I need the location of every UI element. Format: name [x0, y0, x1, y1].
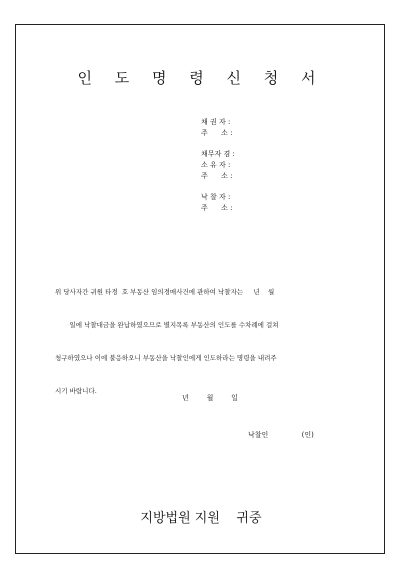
court-addressee: 지방법원 지원 귀중	[140, 511, 262, 526]
body-line: 시기 바랍니다.	[55, 387, 97, 395]
owner-row	[201, 160, 351, 171]
creditor-name-row	[201, 117, 351, 128]
purchaser-label: 낙 찰 자 :	[201, 193, 231, 201]
debtor-label: 채무자 겸 :	[201, 150, 235, 158]
creditor-address-row	[201, 128, 351, 139]
body-line: 위 당사자간 귀원 타경 호 부동산 임의경매사건에 관하여 낙찰자는 년 월	[55, 288, 275, 296]
purchaser-address-label: 주 소 :	[201, 204, 233, 212]
debtor-address-label: 주 소 :	[201, 172, 233, 180]
purchaser-row	[201, 192, 351, 203]
date-line: 년 월 일	[182, 394, 238, 402]
debtor-row	[201, 149, 351, 160]
body-line: 청구하였으나 이에 불응하오니 부동산을 낙찰인에게 인도하라는 명령을 내려주	[55, 354, 277, 362]
body-line: 일에 낙찰대금을 완납하였으므로 별지목록 부동산의 인도를 수차례에 걸쳐	[55, 321, 279, 329]
owner-label: 소 유 자 :	[201, 161, 231, 169]
parties-block	[201, 117, 351, 214]
creditor-address-label: 주 소 :	[201, 129, 233, 137]
purchaser-address-row	[201, 203, 351, 214]
applicant-line: 낙찰인 (인)	[248, 431, 314, 439]
debtor-address-row	[201, 171, 351, 182]
document-title: 인 도 명 령 신 청 서	[77, 69, 325, 87]
document-frame	[15, 24, 385, 554]
creditor-label: 채 권 자 :	[201, 118, 231, 126]
